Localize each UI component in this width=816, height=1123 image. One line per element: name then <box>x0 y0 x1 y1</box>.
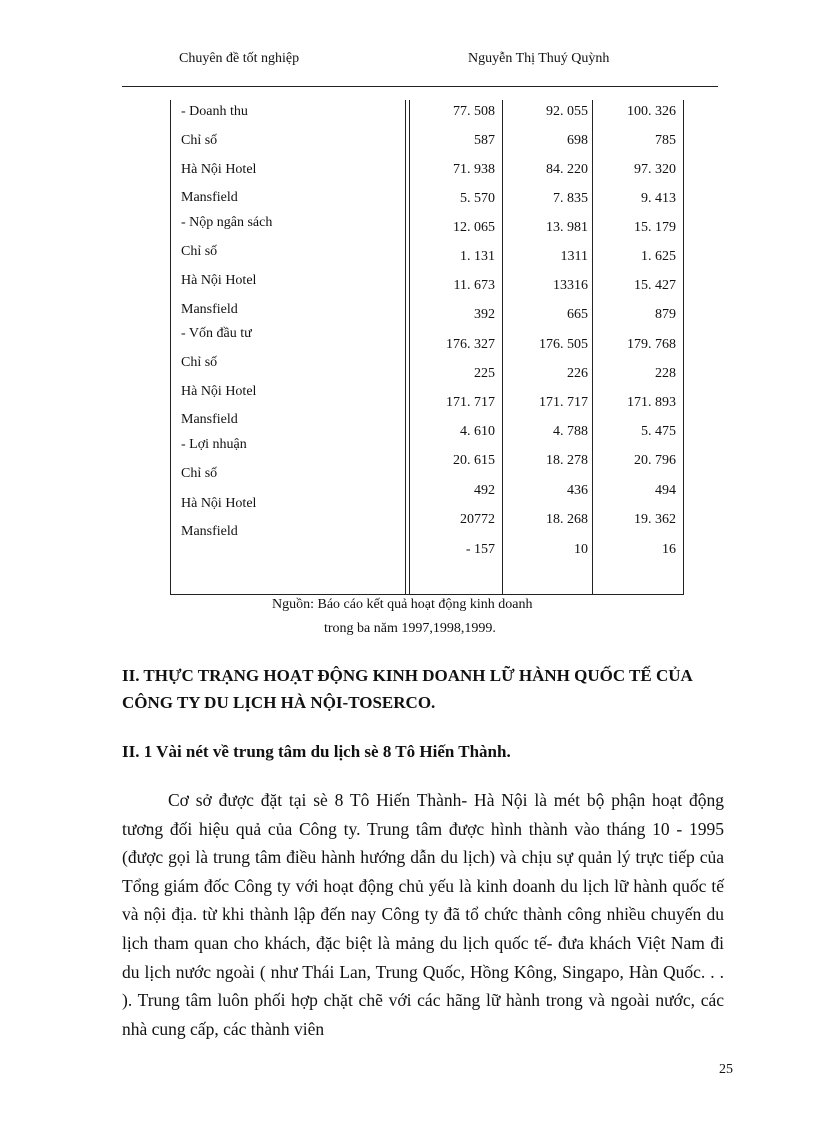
table-cell: 171. 893 <box>627 395 676 410</box>
table-cell: 1. 131 <box>460 249 495 264</box>
table-cell: 225 <box>474 366 495 381</box>
row-label: - Doanh thu <box>181 104 248 119</box>
table-cell: 20. 796 <box>634 453 676 468</box>
row-label: Hà Nội Hotel <box>181 273 257 288</box>
row-label: Mansfield <box>181 190 238 205</box>
table-cell: 176. 505 <box>539 337 588 352</box>
row-label: Mansfield <box>181 412 238 427</box>
table-cell: 18. 278 <box>546 453 588 468</box>
table-cell: 436 <box>567 483 588 498</box>
row-label: - Vốn đầu tư <box>181 326 252 341</box>
table-cell: 7. 835 <box>553 191 588 206</box>
section-heading: II. THỰC TRẠNG HOẠT ĐỘNG KINH DOANH LỮ HÀNH QUỐC TẾ CỦA CÔNG TY DU LỊCH HÀ NỘI-TOSERCO. <box>122 666 692 712</box>
table-cell: 1. 625 <box>641 249 676 264</box>
table-cell: 1311 <box>560 249 588 264</box>
table-cell: 9. 413 <box>641 191 676 206</box>
table-cell: 226 <box>567 366 588 381</box>
table-cell: 15. 427 <box>634 278 676 293</box>
row-label: - Lợi nhuận <box>181 437 247 452</box>
table-cell: 16 <box>662 542 676 557</box>
table-cell: 100. 326 <box>627 104 676 119</box>
table-cell: 71. 938 <box>453 162 495 177</box>
table-cell: 10 <box>574 542 588 557</box>
row-label: Mansfield <box>181 524 238 539</box>
table-cell: 5. 475 <box>641 424 676 439</box>
table-cell: 392 <box>474 307 495 322</box>
table-cell: 228 <box>655 366 676 381</box>
table-cell: 20772 <box>460 512 495 527</box>
table-cell: 171. 717 <box>446 395 495 410</box>
table-cell: 171. 717 <box>539 395 588 410</box>
table-divider <box>405 100 406 594</box>
table-cell: 20. 615 <box>453 453 495 468</box>
table-cell: 11. 673 <box>453 278 495 293</box>
row-label: Chỉ số <box>181 355 218 370</box>
row-label: - Nộp ngân sách <box>181 215 273 230</box>
subsection-heading: II. 1 Vài nét về trung tâm du lịch sè 8 Tô Hiến Thành. <box>122 742 511 761</box>
row-label: Hà Nội Hotel <box>181 162 257 177</box>
header-rule <box>122 86 718 87</box>
row-label: Hà Nội Hotel <box>181 384 257 399</box>
table-cell: 587 <box>474 133 495 148</box>
table-cell: 77. 508 <box>453 104 495 119</box>
source-line-2: trong ba năm 1997,1998,1999. <box>324 621 496 636</box>
table-cell: 12. 065 <box>453 220 495 235</box>
table-cell: 15. 179 <box>634 220 676 235</box>
table-cell: 494 <box>655 483 676 498</box>
row-label: Mansfield <box>181 302 238 317</box>
table-cell: 19. 362 <box>634 512 676 527</box>
row-label: Hà Nội Hotel <box>181 496 257 511</box>
table-cell: 97. 320 <box>634 162 676 177</box>
source-line-1: Nguồn: Báo cáo kết quả hoạt động kinh doanh <box>272 597 533 612</box>
table-cell: 13316 <box>553 278 588 293</box>
table-cell: 4. 610 <box>460 424 495 439</box>
table-cell: 13. 981 <box>546 220 588 235</box>
table-cell: 492 <box>474 483 495 498</box>
table-cell: 785 <box>655 133 676 148</box>
data-table <box>170 100 684 595</box>
table-cell: 5. 570 <box>460 191 495 206</box>
table-cell: 698 <box>567 133 588 148</box>
body-paragraph: Cơ sở được đặt tại sè 8 Tô Hiến Thành- Hà Nội là mét bộ phận hoạt động tương đối hiệu quả của Công ty. Trung tâm được hình thành vào tháng 10 - 1995 (được gọi là trung tâm điều hành hướng dẫn du lịch) và chịu sự quản lý trực tiếp của Tổng giám đốc Công ty với hoạt động chủ yếu là kinh doanh du lịch lữ hành quốc tế và nội địa. từ khi thành lập đến nay Công ty đã tổ chức thành công nhiều chuyến du lịch tham quan cho khách, đặc biệt là mảng du lịch quốc tế- đưa khách Việt Nam đi du lịch nước ngoài ( như Thái Lan, Trung Quốc, Hồng Kông, Singapo, Hàn Quốc. . . ). Trung tâm luôn phối hợp chặt chẽ với các hãng lữ hành trong và ngoài nước, các nhà cung cấp, các thành viên <box>122 790 724 1039</box>
table-cell: 665 <box>567 307 588 322</box>
table-cell: 4. 788 <box>553 424 588 439</box>
table-cell: - 157 <box>465 542 495 557</box>
table-cell: 879 <box>655 307 676 322</box>
row-label: Chỉ số <box>181 466 218 481</box>
table-cell: 179. 768 <box>627 337 676 352</box>
table-cell: 84. 220 <box>546 162 588 177</box>
header-right: Nguyễn Thị Thuý Quỳnh <box>468 51 610 66</box>
table-cell: 92. 055 <box>546 104 588 119</box>
page-number: 25 <box>719 1062 733 1077</box>
table-cell: 176. 327 <box>446 337 495 352</box>
row-label: Chỉ số <box>181 133 218 148</box>
table-cell: 18. 268 <box>546 512 588 527</box>
header-left: Chuyên đề tốt nghiệp <box>179 51 300 66</box>
row-label: Chỉ số <box>181 244 218 259</box>
